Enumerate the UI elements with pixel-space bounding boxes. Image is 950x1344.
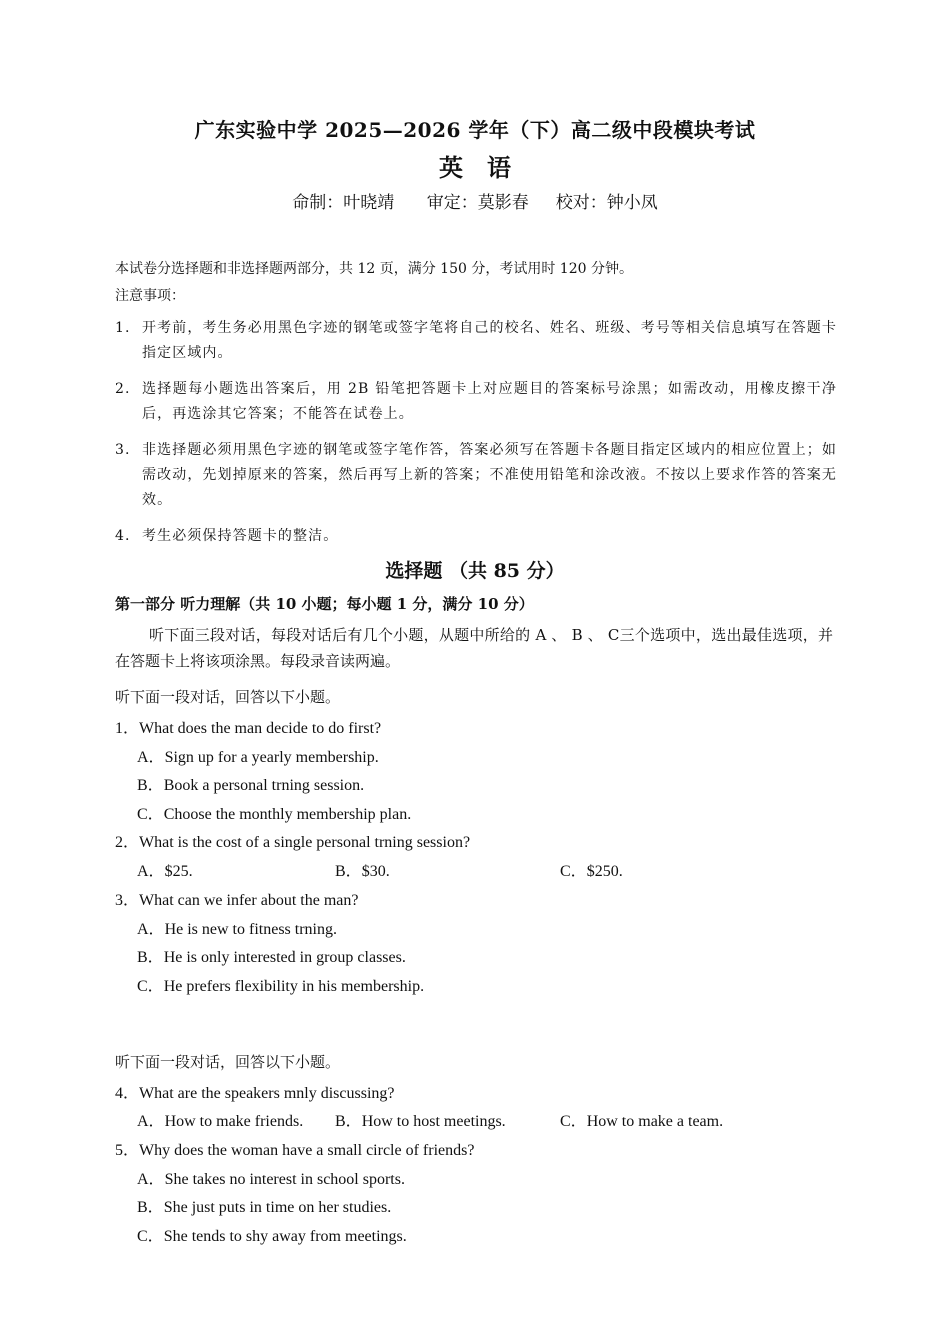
option-1c <box>137 801 411 824</box>
notice-item <box>115 438 837 513</box>
option-letter: A． <box>137 1113 165 1130</box>
notice-heading: 注意事项： <box>115 288 185 304</box>
exam-intro: 本试卷分选择题和非选择题两部分，共 12 页，满分 150 分，考试用时 120 分钟。 <box>115 261 633 277</box>
option-5a <box>137 1166 405 1189</box>
question-2 <box>115 829 470 852</box>
option-letter: A． <box>137 921 165 938</box>
option-2c <box>560 858 623 881</box>
part-title: 第一部分 听力理解（共 10 小题；每小题 1 分，满分 10 分） <box>115 595 534 613</box>
option-text: How to make a team. <box>586 1113 724 1130</box>
notice-text: 开考前，考生务必用黑色字迹的钢笔或签字笔将自己的校名、姓名、班级、考号等相关信息填写在答题卡指定区域内。 <box>142 320 837 361</box>
option-text: Choose the monthly membership plan. <box>163 806 412 823</box>
option-text: $30. <box>361 863 390 880</box>
option-3b <box>137 944 406 967</box>
option-letter: B． <box>335 1113 362 1130</box>
question-number: 5． <box>115 1142 140 1159</box>
question-text: What are the speakers mnly discussing? <box>139 1085 395 1102</box>
option-3a <box>137 916 337 939</box>
notice-text: 考生必须保持答题卡的整洁。 <box>142 528 339 544</box>
option-4b <box>335 1108 506 1131</box>
option-letter: B． <box>137 949 164 966</box>
question-text: Why does the woman have a small circle of friends? <box>139 1142 475 1159</box>
section-title: 选择题 （共 85 分） <box>385 560 565 582</box>
option-text: He is only interested in group classes. <box>163 949 406 966</box>
option-text: Sign up for a yearly membership. <box>164 749 379 766</box>
option-text: How to make friends. <box>164 1113 304 1130</box>
question-text: What does the man decide to do first? <box>139 720 382 737</box>
question-5 <box>115 1137 474 1160</box>
question-number: 1． <box>115 720 140 737</box>
option-letter: B． <box>335 863 362 880</box>
option-letter: C． <box>137 978 164 995</box>
option-letter: B． <box>137 777 164 794</box>
option-2b <box>335 858 390 881</box>
option-text: $250. <box>586 863 623 880</box>
option-1a <box>137 744 379 767</box>
option-letter: C． <box>560 1113 587 1130</box>
notice-number: 1. <box>115 320 131 336</box>
question-3 <box>115 887 358 910</box>
question-text: What can we infer about the man? <box>139 892 359 909</box>
option-text: How to host meetings. <box>361 1113 506 1130</box>
option-letter: C． <box>137 806 164 823</box>
option-text: He prefers flexibility in his membership. <box>163 978 425 995</box>
option-4a <box>137 1108 303 1131</box>
notice-text: 选择题每小题选出答案后，用 2B 铅笔把答题卡上对应题目的答案标号涂黑；如需改动，用橡皮擦干净后，再选涂其它答案；不能答在试卷上。 <box>142 381 837 422</box>
question-number: 4． <box>115 1085 140 1102</box>
question-number: 2． <box>115 834 140 851</box>
notice-number: 2. <box>115 381 131 397</box>
option-4c <box>560 1108 723 1131</box>
option-letter: A． <box>137 863 165 880</box>
option-text: She takes no interest in school sports. <box>164 1171 405 1188</box>
question-4 <box>115 1080 395 1103</box>
dialogue-prompt: 听下面一段对话，回答以下小题。 <box>115 1053 341 1071</box>
option-5c <box>137 1223 407 1246</box>
question-text: What is the cost of a single personal trning session? <box>139 834 471 851</box>
notice-number: 4. <box>115 528 131 544</box>
subject-title: 英语 <box>439 153 535 182</box>
listening-instruction: 听下面三段对话，每段对话后有几个小题，从题中所给的 A 、 B 、 C三个选项中，选出最佳选项，并在答题卡上将该项涂黑。每段录音读两遍。 <box>115 626 833 670</box>
option-letter: A． <box>137 749 165 766</box>
option-3c <box>137 973 424 996</box>
notice-text: 非选择题必须用黑色字迹的钢笔或签字笔作答，答案必须写在答题卡各题目指定区域内的相应位置上；如需改动，先划掉原来的答案，然后再写上新的答案；不准使用铅笔和涂改液。不按以上要求作答的答案无效。 <box>142 442 837 508</box>
notice-list <box>115 316 837 560</box>
option-letter: A． <box>137 1171 165 1188</box>
notice-number: 3. <box>115 442 131 458</box>
question-number: 3． <box>115 892 140 909</box>
credits-line: 命制：叶晓靖 审定：莫影春 校对：钟小凤 <box>292 193 658 213</box>
exam-title: 广东实验中学 2025—2026 学年（下）高二级中段模块考试 <box>194 118 756 142</box>
option-2a <box>137 858 193 881</box>
option-1b <box>137 772 364 795</box>
notice-item <box>115 524 837 549</box>
option-text: She tends to shy away from meetings. <box>163 1228 407 1245</box>
option-5b <box>137 1194 391 1217</box>
option-letter: C． <box>560 863 587 880</box>
option-text: She just puts in time on her studies. <box>163 1199 392 1216</box>
notice-item <box>115 377 837 427</box>
question-1 <box>115 715 381 738</box>
option-text: Book a personal trning session. <box>163 777 365 794</box>
option-letter: C． <box>137 1228 164 1245</box>
dialogue-prompt: 听下面一段对话，回答以下小题。 <box>115 688 341 706</box>
option-text: $25. <box>164 863 193 880</box>
option-text: He is new to fitness trning. <box>164 921 337 938</box>
notice-item <box>115 316 837 366</box>
option-letter: B． <box>137 1199 164 1216</box>
